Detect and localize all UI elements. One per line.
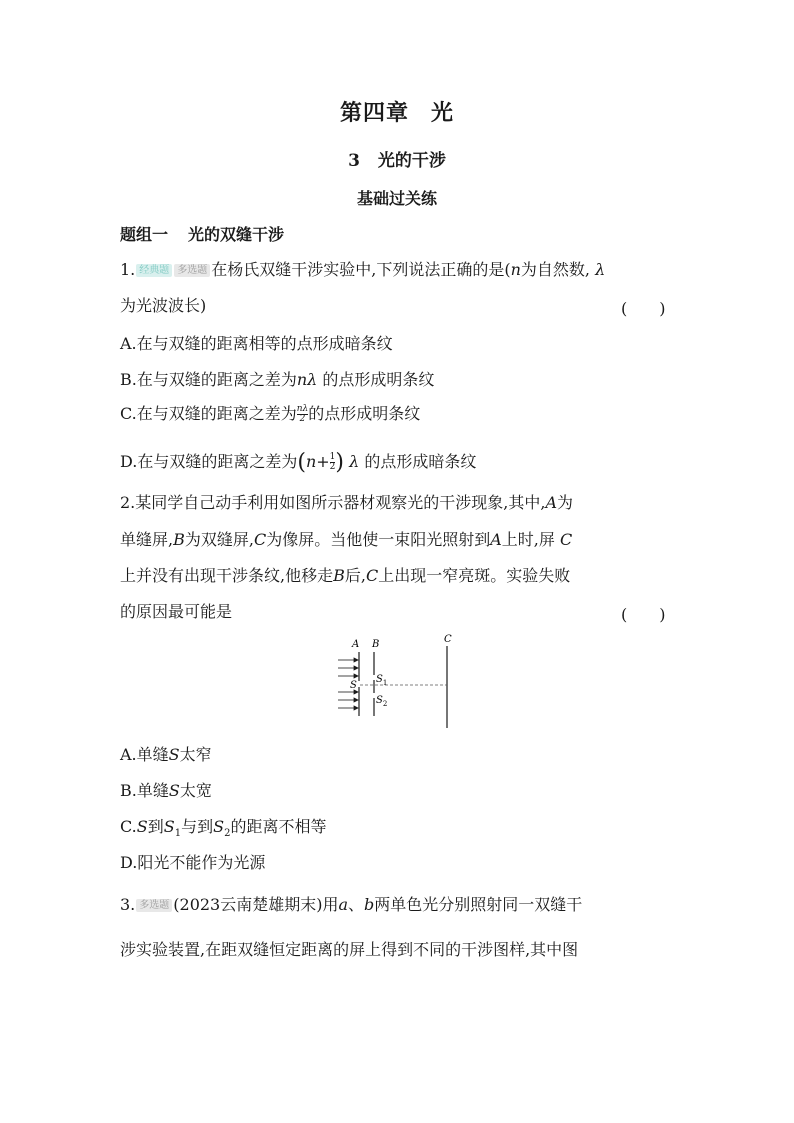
figure-label-s2: $S_2$: [376, 695, 388, 708]
section-title: 3 光的干涉: [348, 151, 446, 171]
q1-stem-line2: 为光波波长): [120, 296, 207, 315]
q2-stem-line4: 的原因最可能是: [120, 602, 233, 621]
figure-label-b: B: [372, 639, 380, 650]
q1-option-a[interactable]: A.在与双缝的距离相等的点形成暗条纹: [120, 334, 393, 353]
q1-option-b[interactable]: B.在与双缝的距离之差为nλ 的点形成明条纹: [120, 370, 435, 389]
figure-label-a: A: [352, 639, 360, 650]
q2-option-d[interactable]: D.阳光不能作为光源: [120, 853, 266, 872]
q2-option-b[interactable]: B.单缝S太宽: [120, 781, 212, 800]
fraction: $\frac{1}{2}$: [329, 452, 336, 472]
q3-stem-line1: 3. 多选题 (2023云南楚雄期末)用a、b两单色光分别照射同一双缝干: [120, 895, 583, 914]
q2-answer-blank: ( ): [621, 605, 666, 624]
fraction: $\frac{n\lambda}{2}$: [296, 404, 309, 424]
q2-stem-line3: 上并没有出现干涉条纹,他移走B后,C上出现一窄亮斑。实验失败: [120, 566, 571, 585]
multi-choice-tag: 多选题: [136, 899, 172, 912]
chapter-title: 第四章 光: [339, 100, 455, 126]
group-heading: 题组一 光的双缝干涉: [120, 225, 285, 244]
q2-option-a[interactable]: A.单缝S太窄: [120, 745, 212, 764]
q1-stem-line1: 1. 经典题 多选题 在杨氏双缝干涉实验中,下列说法正确的是(n为自然数, λ: [120, 260, 606, 279]
double-slit-figure: [336, 630, 466, 734]
multi-choice-tag: 多选题: [174, 264, 210, 277]
q1-option-c[interactable]: C.在与双缝的距离之差为 $\frac{n\lambda}{2}$ 的点形成明条纹: [120, 404, 421, 424]
figure-label-s: S: [350, 680, 357, 691]
q2-option-c[interactable]: C.S到$S_1$与到$S_2$的距离不相等: [120, 817, 327, 839]
figure-label-c: C: [444, 634, 452, 645]
q3-stem-line2: 涉实验装置,在距双缝恒定距离的屏上得到不同的干涉图样,其中图: [120, 940, 579, 959]
q1-answer-blank: ( ): [621, 299, 666, 318]
classic-tag: 经典题: [136, 264, 172, 277]
q1-option-d[interactable]: D.在与双缝的距离之差为(n+ $\frac{1}{2}$ ) λ 的点形成暗条纹: [120, 450, 477, 475]
figure-label-s1: $S_1$: [376, 674, 388, 687]
q2-stem-line1: 2.某同学自己动手利用如图所示器材观察光的干涉现象,其中,A为: [120, 493, 574, 512]
subtitle: 基础过关练: [356, 189, 437, 208]
q2-stem-line2: 单缝屏,B为双缝屏,C为像屏。当他使一束阳光照射到A上时,屏 C: [120, 530, 573, 549]
